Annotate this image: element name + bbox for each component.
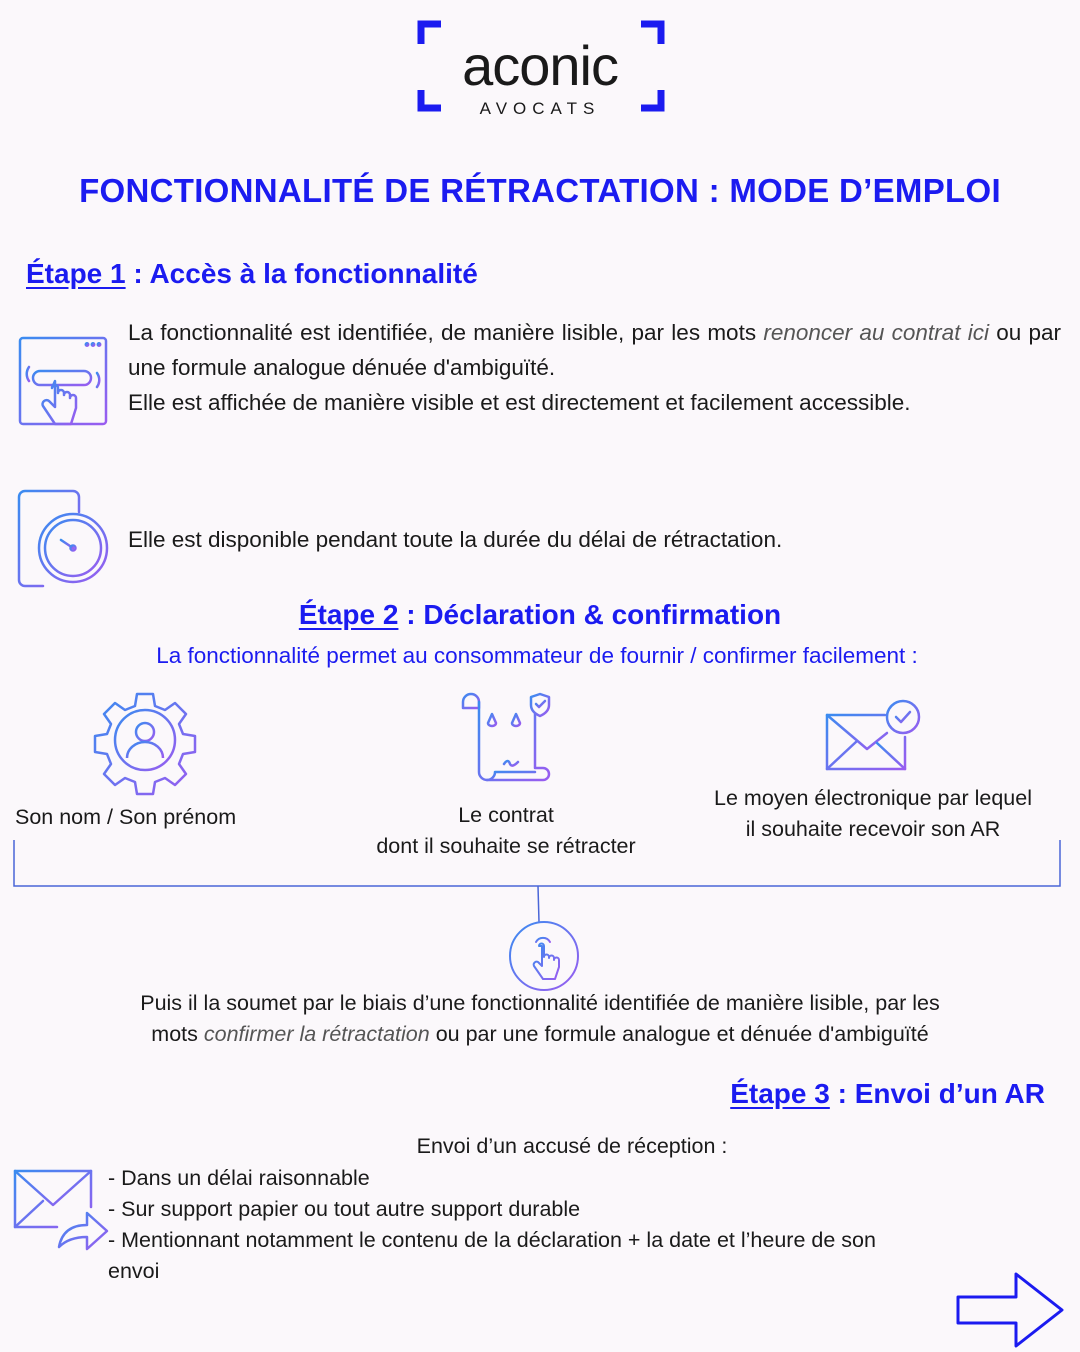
step1-title: : Accès à la fonctionnalité: [125, 258, 478, 289]
step2-item-channel-line2: il souhaite recevoir son AR: [745, 817, 1001, 841]
step3-title: : Envoi d’un AR: [829, 1078, 1045, 1109]
step2-item-channel-line1: Le moyen électronique par lequel: [714, 786, 1032, 810]
step2-label: Étape 2: [298, 599, 399, 630]
step1-paragraph: [128, 315, 1061, 420]
step2-heading: [0, 599, 1080, 631]
step1-heading: [26, 258, 478, 290]
step3-bullet-support: - Sur support papier ou tout autre support durable: [108, 1197, 581, 1221]
step2-item-contract-line2: dont il souhaite se rétracter: [376, 834, 636, 858]
contract-scroll-icon: [460, 690, 556, 786]
step1-availability: Elle est disponible pendant toute la durée du délai de rétractation.: [128, 527, 783, 552]
step3-intro: Envoi d’un accusé de réception :: [416, 1134, 728, 1158]
click-hand-icon[interactable]: [508, 920, 582, 994]
step2-item-name-text: Son nom / Son prénom: [15, 805, 237, 829]
step2-item-channel: [668, 783, 1078, 845]
step2-item-contract-line1: Le contrat: [458, 803, 554, 827]
step2-title: : Déclaration & confirmation: [398, 599, 782, 630]
page-title: FONCTIONNALITÉ DE RÉTRACTATION : MODE D’EMPLOI: [79, 172, 1001, 209]
step2-submit-text: [0, 988, 1080, 1050]
envelope-check-icon: [825, 697, 925, 777]
step1-para2-text: Elle est affichée de manière visible et est directement et facilement accessible.: [128, 390, 911, 415]
browser-click-icon: [19, 337, 109, 432]
step3-bullet-content-cont: envoi: [108, 1259, 160, 1283]
step2-subtitle: La fonctionnalité permet au consommateur de fournir / confirmer facilement :: [156, 643, 918, 668]
phone-clock-icon: [18, 490, 110, 590]
step1-para1-text: La fonctionnalité est identifiée, de manière lisible, par les mots: [128, 320, 764, 345]
envelope-forward-icon: [13, 1167, 113, 1251]
logo-wordmark: aconic: [462, 34, 618, 97]
step2-submit-line2: [0, 1019, 1080, 1050]
step2-submit-italic: confirmer la rétractation: [203, 1022, 430, 1046]
step2-item-name: [15, 802, 236, 833]
step1-para1-end: ou par une formule analogue dénuée d'ambiguïté.: [128, 320, 1061, 380]
arrow-right-icon[interactable]: [956, 1272, 1068, 1352]
step1-label: Étape 1: [26, 258, 126, 289]
step2-submit-mots: mots: [151, 1022, 204, 1046]
step3-bullets: [108, 1163, 876, 1287]
step1-para1-italic: renoncer au contrat ici: [763, 320, 989, 345]
logo-subtitle: AVOCATS: [479, 99, 601, 118]
step3-bullet-content: - Mentionnant notamment le contenu de la déclaration + la date et l’heure de son: [108, 1228, 876, 1252]
step3-heading: [730, 1078, 1045, 1110]
step3-bullet-delay: - Dans un délai raisonnable: [108, 1166, 370, 1190]
step3-label: Étape 3: [730, 1078, 830, 1109]
step2-submit-line1: Puis il la soumet par le biais d’une fonctionnalité identifiée de manière lisible, par les: [140, 991, 940, 1015]
gear-user-icon: [97, 692, 193, 788]
step2-submit-end: ou par une formule analogue et dénuée d'ambiguïté: [429, 1022, 929, 1046]
